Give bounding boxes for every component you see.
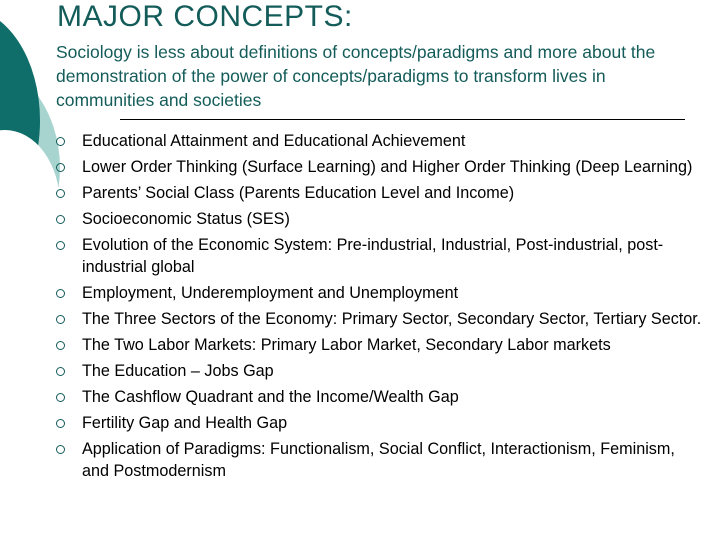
circle-bullet-icon bbox=[56, 393, 65, 402]
list-item bbox=[52, 438, 702, 482]
circle-bullet-icon bbox=[56, 445, 65, 454]
circle-bullet-icon bbox=[56, 419, 65, 428]
list-item-text: The Three Sectors of the Economy: Primary Sector, Secondary Sector, Tertiary Sector. bbox=[82, 310, 702, 328]
list-item-text: The Education – Jobs Gap bbox=[82, 362, 274, 380]
concept-list bbox=[52, 130, 702, 486]
slide-subtitle: Sociology is less about definitions of concepts/paradigms and more about the demonstration of the power of concepts/paradigms to transform lives in communities and societies bbox=[56, 42, 656, 110]
circle-bullet-icon bbox=[56, 163, 65, 172]
list-item-text: Employment, Underemployment and Unemployment bbox=[82, 284, 459, 302]
circle-bullet-icon bbox=[56, 215, 65, 224]
list-item-text: Lower Order Thinking (Surface Learning) and Higher Order Thinking (Deep Learning) bbox=[82, 158, 693, 176]
list-item-text: The Cashflow Quadrant and the Income/Wealth Gap bbox=[82, 388, 459, 406]
list-item bbox=[52, 386, 702, 408]
list-item bbox=[52, 234, 702, 278]
circle-bullet-icon bbox=[56, 367, 65, 376]
list-item bbox=[52, 208, 702, 230]
list-item bbox=[52, 282, 702, 304]
divider-line bbox=[120, 119, 685, 120]
circle-bullet-icon bbox=[56, 241, 65, 250]
circle-bullet-icon bbox=[56, 341, 65, 350]
list-item bbox=[52, 156, 702, 178]
slide-title: MAJOR CONCEPTS: bbox=[57, 0, 353, 33]
circle-bullet-icon bbox=[56, 189, 65, 198]
list-item-text: The Two Labor Markets: Primary Labor Market, Secondary Labor markets bbox=[82, 336, 611, 354]
list-item bbox=[52, 334, 702, 356]
list-item-text: Educational Attainment and Educational Achievement bbox=[82, 132, 466, 150]
list-item bbox=[52, 308, 702, 330]
list-item bbox=[52, 412, 702, 434]
circle-bullet-icon bbox=[56, 315, 65, 324]
list-item-text: Application of Paradigms: Functionalism, Social Conflict, Interactionism, Feminism, and Postmodernism bbox=[82, 440, 675, 480]
list-item bbox=[52, 360, 702, 382]
circle-bullet-icon bbox=[56, 137, 65, 146]
list-item-text: Evolution of the Economic System: Pre-industrial, Industrial, Post-industrial, post-industrial global bbox=[82, 236, 664, 276]
list-item-text: Socioeconomic Status (SES) bbox=[82, 210, 290, 228]
list-item-text: Parents’ Social Class (Parents Education Level and Income) bbox=[82, 184, 515, 202]
list-item bbox=[52, 130, 702, 152]
circle-bullet-icon bbox=[56, 289, 65, 298]
list-item-text: Fertility Gap and Health Gap bbox=[82, 414, 288, 432]
list-item bbox=[52, 182, 702, 204]
